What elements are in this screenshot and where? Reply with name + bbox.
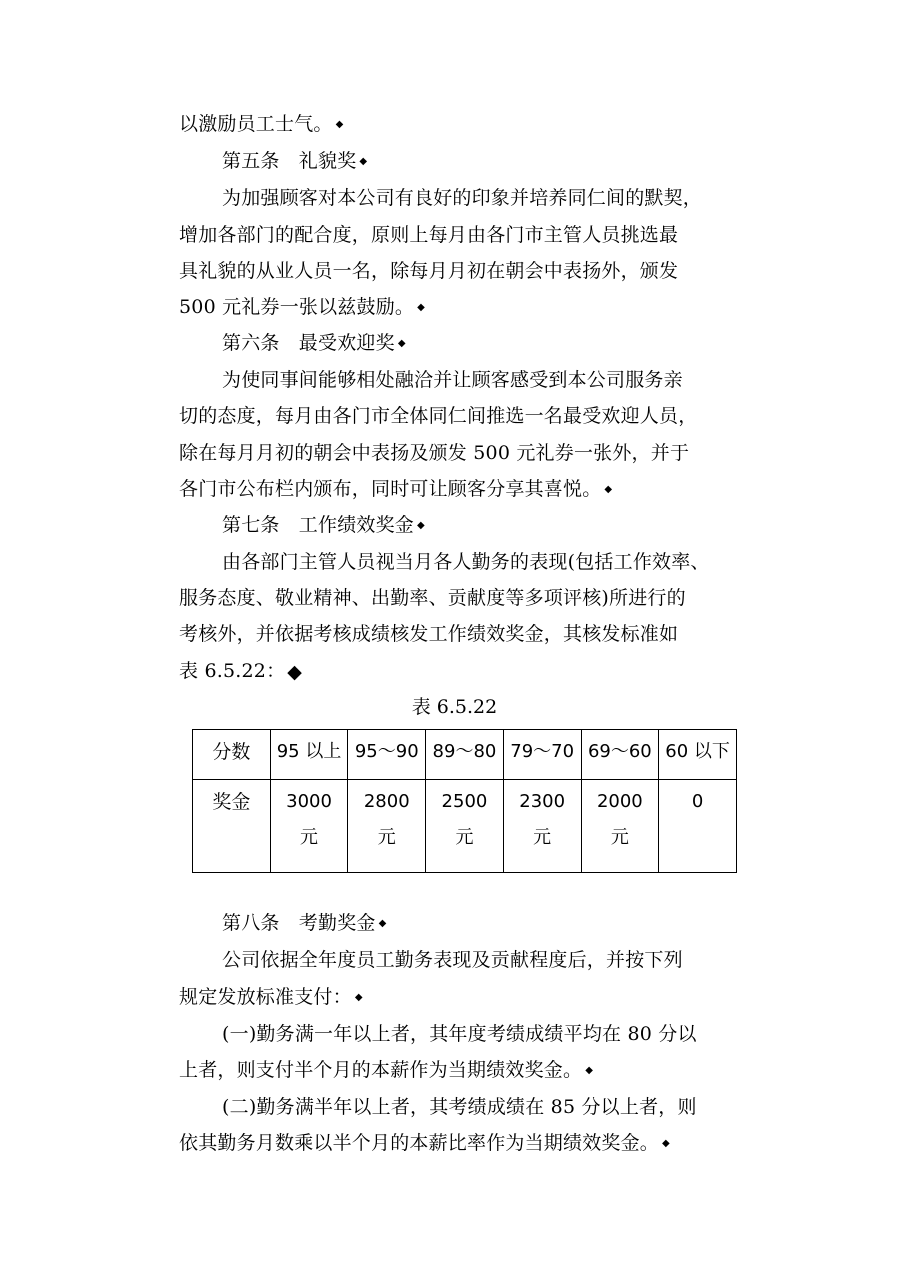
table-caption: 表 6.5.22 — [411, 696, 498, 718]
paragraph-mark-icon: ◆ — [585, 1065, 594, 1076]
text-run: 各门市公布栏内颁布，同时可让顾客分享其喜悦。 — [179, 478, 602, 500]
text-run: 第七条 工作绩效奖金 — [222, 514, 415, 536]
text-run: 为使同事间能够相处融洽并让顾客感受到本公司服务亲 — [222, 369, 683, 391]
text-line — [179, 404, 759, 428]
table-cell: 2300 元 — [503, 779, 581, 872]
paragraph-mark-icon: ◆ — [359, 156, 368, 167]
table-cell: 0 — [659, 779, 737, 872]
text-line — [179, 659, 759, 684]
text-line — [222, 1095, 802, 1119]
paragraph-mark-icon: ◆ — [287, 661, 303, 683]
text-run: 第五条 礼貌奖 — [222, 150, 357, 172]
table-cell: 2500 元 — [426, 779, 504, 872]
paragraph-mark-icon: ◆ — [417, 302, 425, 313]
text-line — [222, 550, 802, 574]
text-run: 第八条 考勤奖金 — [222, 912, 376, 934]
text-run: 依其勤务月数乘以半个月的本薪比率作为当期绩效奖金。 — [179, 1132, 660, 1154]
table-cell: 95 以上 — [270, 730, 348, 780]
table-cell: 3000 元 — [270, 779, 348, 872]
table-header-score: 分数 — [193, 730, 271, 780]
article-heading — [222, 911, 802, 936]
text-line — [222, 1022, 802, 1046]
text-run: 考核外，并依据考核成绩核发工作绩效奖金，其核发标准如 — [179, 623, 679, 645]
text-run: 增加各部门的配合度，原则上每月由各门市主管人员挑选最 — [179, 224, 679, 246]
text-line — [179, 1058, 759, 1083]
text-line — [179, 223, 759, 247]
text-line — [222, 186, 802, 210]
text-run: 为加强顾客对本公司有良好的印象并培养同仁间的默契， — [222, 187, 703, 209]
table-cell: 79～70 — [503, 730, 581, 780]
text-run: 具礼貌的从业人员一名，除每月月初在朝会中表扬外，颁发 — [179, 260, 679, 282]
paragraph-mark-icon: ◆ — [397, 338, 406, 349]
text-line — [179, 985, 759, 1010]
table-cell: 69～60 — [581, 730, 659, 780]
text-line — [179, 622, 759, 646]
paragraph-mark-icon: ◆ — [417, 520, 425, 531]
text-run: 切的态度，每月由各门市全体同仁间推选一名最受欢迎人员， — [179, 405, 698, 427]
table-row — [193, 730, 737, 780]
text-run: 上者，则支付半个月的本薪作为当期绩效奖金。 — [179, 1059, 583, 1081]
table-cell: 60 以下 — [659, 730, 737, 780]
table-cell: 89～80 — [426, 730, 504, 780]
table-row — [193, 779, 737, 872]
text-run: (一)勤务满一年以上者，其年度考绩成绩平均在 80 分以 — [222, 1023, 697, 1045]
text-run: 规定发放标准支付： — [179, 986, 352, 1008]
text-run: 500 元礼券一张以兹鼓励。 — [179, 296, 415, 318]
text-run: 第六条 最受欢迎奖 — [222, 332, 395, 354]
table-cell: 2000 元 — [581, 779, 659, 872]
table-header-bonus: 奖金 — [193, 779, 271, 872]
text-run: 由各部门主管人员视当月各人勤务的表现(包括工作效率、 — [222, 551, 710, 573]
text-run: 服务态度、敬业精神、出勤率、贡献度等多项评核)所进行的 — [179, 587, 686, 609]
text-run: 表 6.5.22： — [179, 660, 286, 682]
text-line — [179, 441, 759, 465]
table-cell: 95～90 — [348, 730, 426, 780]
text-line — [179, 295, 759, 320]
text-line — [179, 112, 759, 137]
text-line — [179, 1131, 759, 1156]
bonus-table — [192, 729, 737, 873]
article-heading — [222, 331, 802, 356]
text-line — [222, 368, 802, 392]
text-line — [222, 948, 802, 972]
text-run: (二)勤务满半年以上者，其考绩成绩在 85 分以上者，则 — [222, 1096, 697, 1118]
text-run: 除在每月月初的朝会中表扬及颁发 500 元礼券一张外，并于 — [179, 442, 690, 464]
text-line — [179, 259, 759, 283]
paragraph-mark-icon: ◆ — [335, 119, 344, 130]
text-line — [179, 477, 759, 502]
article-heading — [222, 513, 802, 538]
text-run: 以激励员工士气。 — [179, 113, 333, 135]
paragraph-mark-icon: ◆ — [662, 1138, 670, 1149]
paragraph-mark-icon: ◆ — [354, 992, 363, 1003]
text-line — [179, 586, 759, 610]
text-run: 公司依据全年度员工勤务表现及贡献程度后，并按下列 — [222, 949, 683, 971]
paragraph-mark-icon: ◆ — [604, 484, 613, 495]
table-cell: 2800 元 — [348, 779, 426, 872]
article-heading — [222, 149, 802, 174]
paragraph-mark-icon: ◆ — [378, 918, 387, 929]
